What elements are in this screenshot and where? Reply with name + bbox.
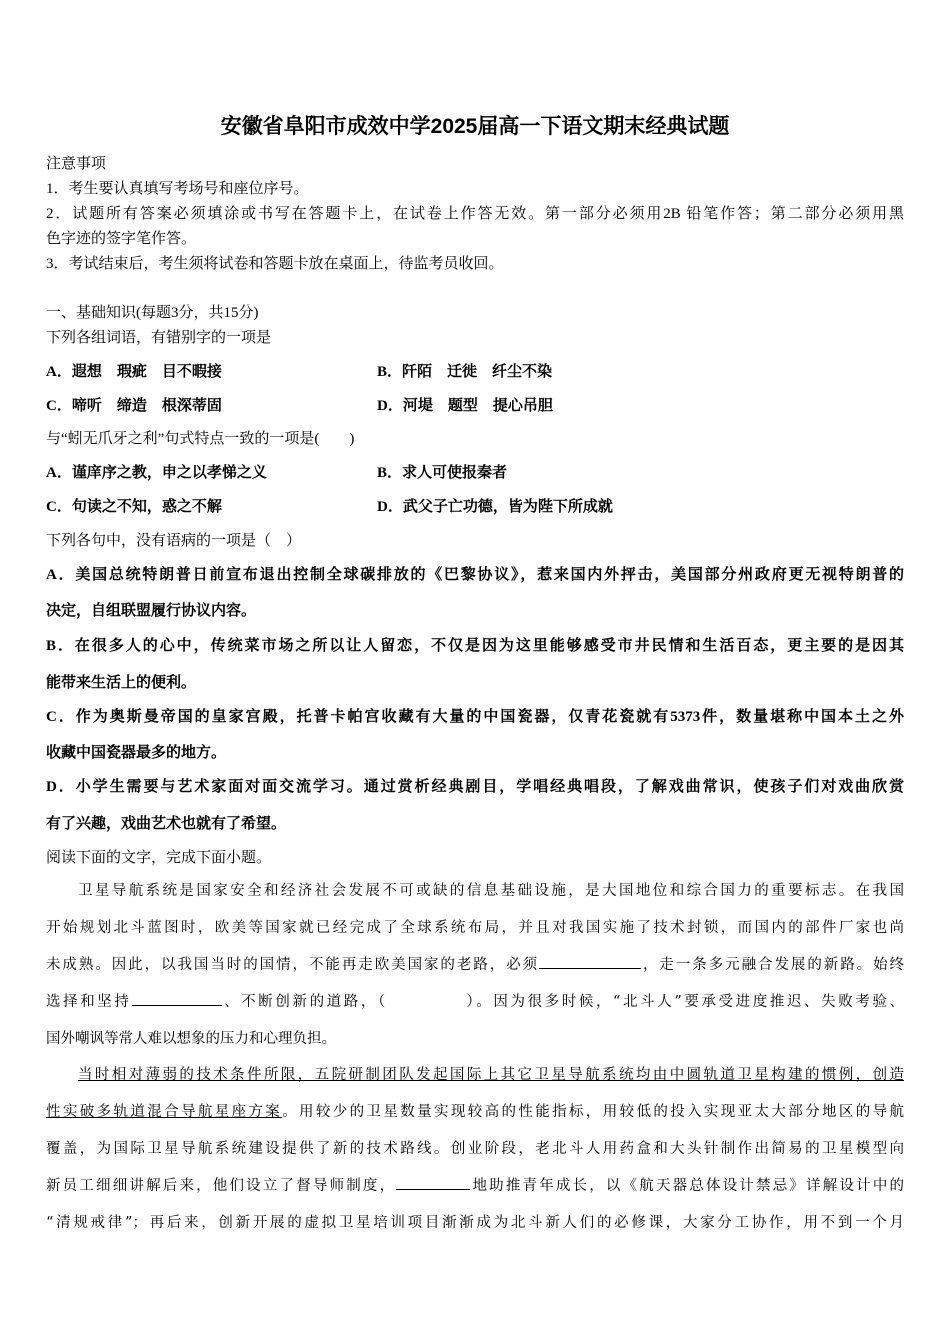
passage-p1-line-2: 开始规划北斗蓝图时，欧美等国家就已经完成了全球系统布局，并且对我国实施了技术封锁，而国内的部件厂家也尚 (46, 920, 904, 936)
q2-option-b: B．求人可使报秦者 (377, 465, 508, 481)
section-heading: 一、基础知识(每题3分，共15分) (46, 305, 259, 321)
passage-p1-line-3 (46, 953, 904, 974)
notice-heading: 注意事项 (46, 156, 107, 172)
passage-text: 选择和坚持 (46, 994, 132, 1010)
passage-text: ）。因为很多时候，“北斗人”要承受进度推迟、失败考验、 (463, 994, 905, 1010)
notice-item-2: 2．试题所有答案必须填涂或书写在答题卡上，在试卷上作答无效。第一部分必须用2B 铅笔作答；第二部分必须用黑 (46, 206, 904, 222)
q1-option-c: C．啼听 缔造 根深蒂固 (46, 398, 222, 414)
passage-text: 地助推青年成长，以《航天器总体设计禁忌》详解设计中的 (470, 1178, 904, 1194)
passage-p1-line-5: 国外嘲讽等常人难以想象的压力和心理负担。 (46, 1031, 336, 1047)
q2-option-a: A．谨庠序之教，申之以孝悌之义 (46, 465, 267, 481)
passage-p2-line-1-underlined: 当时相对薄弱的技术条件所限，五院研制团队发起国际上其它卫星导航系统均由中圆轨道卫星构建的惯例，创造 (78, 1067, 904, 1083)
passage-p2-line-4 (46, 1174, 904, 1195)
q3-option-c-cont: 收藏中国瓷器最多的地方。 (46, 745, 227, 761)
answer-blank-1[interactable] (539, 954, 641, 969)
passage-p2-line-3: 覆盖，为国际卫星导航系统建设提供了新的技术路线。创业阶段，老北斗人用药盒和大头针制作出简易的卫星模型向 (46, 1141, 904, 1157)
passage-text: ，走一条多元融合发展的新路。始终 (641, 957, 905, 973)
notice-item-2-cont: 色字迹的签字笔作答。 (46, 231, 197, 247)
passage-p1-line-1: 卫星导航系统是国家安全和经济社会发展不可或缺的信息基础设施，是大国地位和综合国力的重要标志。在我国 (78, 883, 904, 899)
answer-blank-2[interactable] (132, 991, 222, 1006)
answer-blank-4[interactable] (396, 1175, 470, 1190)
passage-p2-line-5: “清规戒律”；再后来，创新开展的虚拟卫星培训项目渐渐成为北斗新人们的必修课，大家分工协作，用不到一个月 (46, 1215, 904, 1231)
passage-text: 。用较少的卫星数量实现较高的性能指标，用较低的投入实现亚太大部分地区的导航 (282, 1104, 905, 1120)
q2-option-d: D．武父子亡功德，皆为陛下所成就 (377, 499, 613, 515)
q1-option-d: D．河堤 题型 提心吊胆 (377, 398, 553, 414)
exam-title: 安徽省阜阳市成效中学2025届高一下语文期末经典试题 (220, 115, 730, 138)
notice-item-1: 1．考生要认真填写考场号和座位序号。 (46, 181, 309, 197)
q3-option-b: B．在很多人的心中，传统菜市场之所以让人留恋，不仅是因为这里能够感受市井民情和生活百态，更主要的是因其 (46, 638, 904, 654)
underlined-sentence: 性实破多轨道混合导航星座方案 (46, 1104, 283, 1120)
notice-item-3: 3．考试结束后，考生须将试卷和答题卡放在桌面上，待监考员收回。 (46, 256, 504, 272)
passage-p2-line-2 (46, 1100, 904, 1121)
passage-text: 未成熟。因此，以我国当时的国情，不能再走欧美国家的老路，必须 (46, 957, 540, 973)
q1-option-b: B．阡陌 迁徙 纤尘不染 (377, 364, 553, 380)
question-2-stem: 与“蚓无爪牙之利”句式特点一致的一项是( ) (46, 431, 355, 447)
q3-option-d-cont: 有了兴趣，戏曲艺术也就有了希望。 (46, 816, 287, 832)
question-3-stem: 下列各句中，没有语病的一项是（ ） (46, 533, 302, 549)
q2-option-c: C．句读之不知，惑之不解 (46, 499, 222, 515)
q3-option-a-cont: 决定，自组联盟履行协议内容。 (46, 603, 257, 619)
question-1-stem: 下列各组词语，有错别字的一项是 (46, 330, 272, 346)
passage-p1-line-4 (46, 990, 904, 1011)
q3-option-b-cont: 能带来生活上的便利。 (46, 675, 197, 691)
q3-option-c: C．作为奥斯曼帝国的皇家宫殿，托普卡帕宫收藏有大量的中国瓷器，仅青花瓷就有5373件，数量堪称中国本土之外 (46, 709, 904, 725)
passage-text: 、不断创新的道路，（ (221, 994, 388, 1010)
reading-intro: 阅读下面的文字，完成下面小题。 (46, 850, 272, 866)
q3-option-a: A．美国总统特朗普日前宣布退出控制全球碳排放的《巴黎协议》，惹来国内外抨击，美国部分州政府更无视特朗普的 (46, 567, 904, 583)
q1-option-a: A．遐想 瑕疵 目不暇接 (46, 364, 222, 380)
q3-option-d: D．小学生需要与艺术家面对面交流学习。通过赏析经典剧目，学唱经典唱段，了解戏曲常识，使孩子们对戏曲欣赏 (46, 779, 904, 795)
passage-text: 新员工细细讲解后来，他们设立了督导师制度， (46, 1178, 397, 1194)
